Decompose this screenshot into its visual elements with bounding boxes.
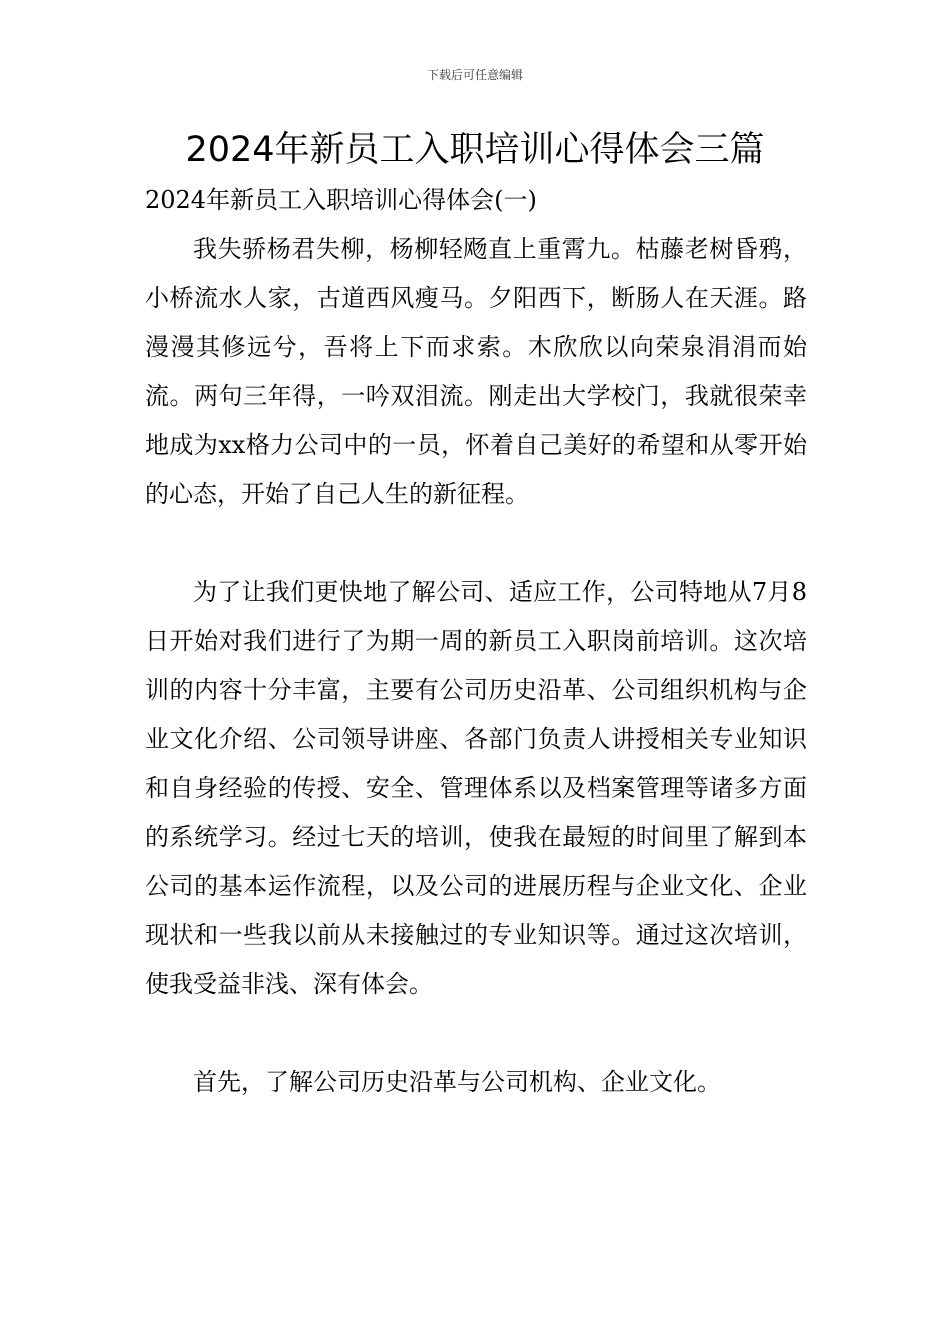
- document-body: [145, 176, 807, 1107]
- section-subtitle: 2024年新员工入职培训心得体会(一): [145, 186, 537, 214]
- blank-line: [145, 519, 807, 568]
- paragraph-3: 首先，了解公司历史沿革与公司机构、企业文化。: [193, 1068, 721, 1096]
- paragraph-1: 我失骄杨君失柳，杨柳轻飏直上重霄九。枯藤老树昏鸦，小桥流水人家，古道西风瘦马。夕阳西下，断肠人在天涯。路漫漫其修远兮，吾将上下而求索。木欣欣以向荣泉涓涓而始流。两句三年得，一吟双泪流。刚走出大学校门，我就很荣幸地成为xx格力公司中的一员，怀着自己美好的希望和从零开始的心态，开始了自己人生的新征程。: [145, 235, 807, 508]
- paragraph-2: 为了让我们更快地了解公司、适应工作，公司特地从7月8日开始对我们进行了为期一周的新员工入职岗前培训。这次培训的内容十分丰富，主要有公司历史沿革、公司组织机构与企业文化介绍、公司领导讲座、各部门负责人讲授相关专业知识和自身经验的传授、安全、管理体系以及档案管理等诸多方面的系统学习。经过七天的培训，使我在最短的时间里了解到本公司的基本运作流程，以及公司的进展历程与企业文化、企业现状和一些我以前从未接触过的专业知识等。通过这次培训，使我受益非浅、深有体会。: [145, 578, 807, 998]
- blank-line: [145, 1009, 807, 1058]
- document-title: 2024年新员工入职培训心得体会三篇: [185, 130, 765, 170]
- header-note: 下载后可任意编辑: [426, 68, 523, 82]
